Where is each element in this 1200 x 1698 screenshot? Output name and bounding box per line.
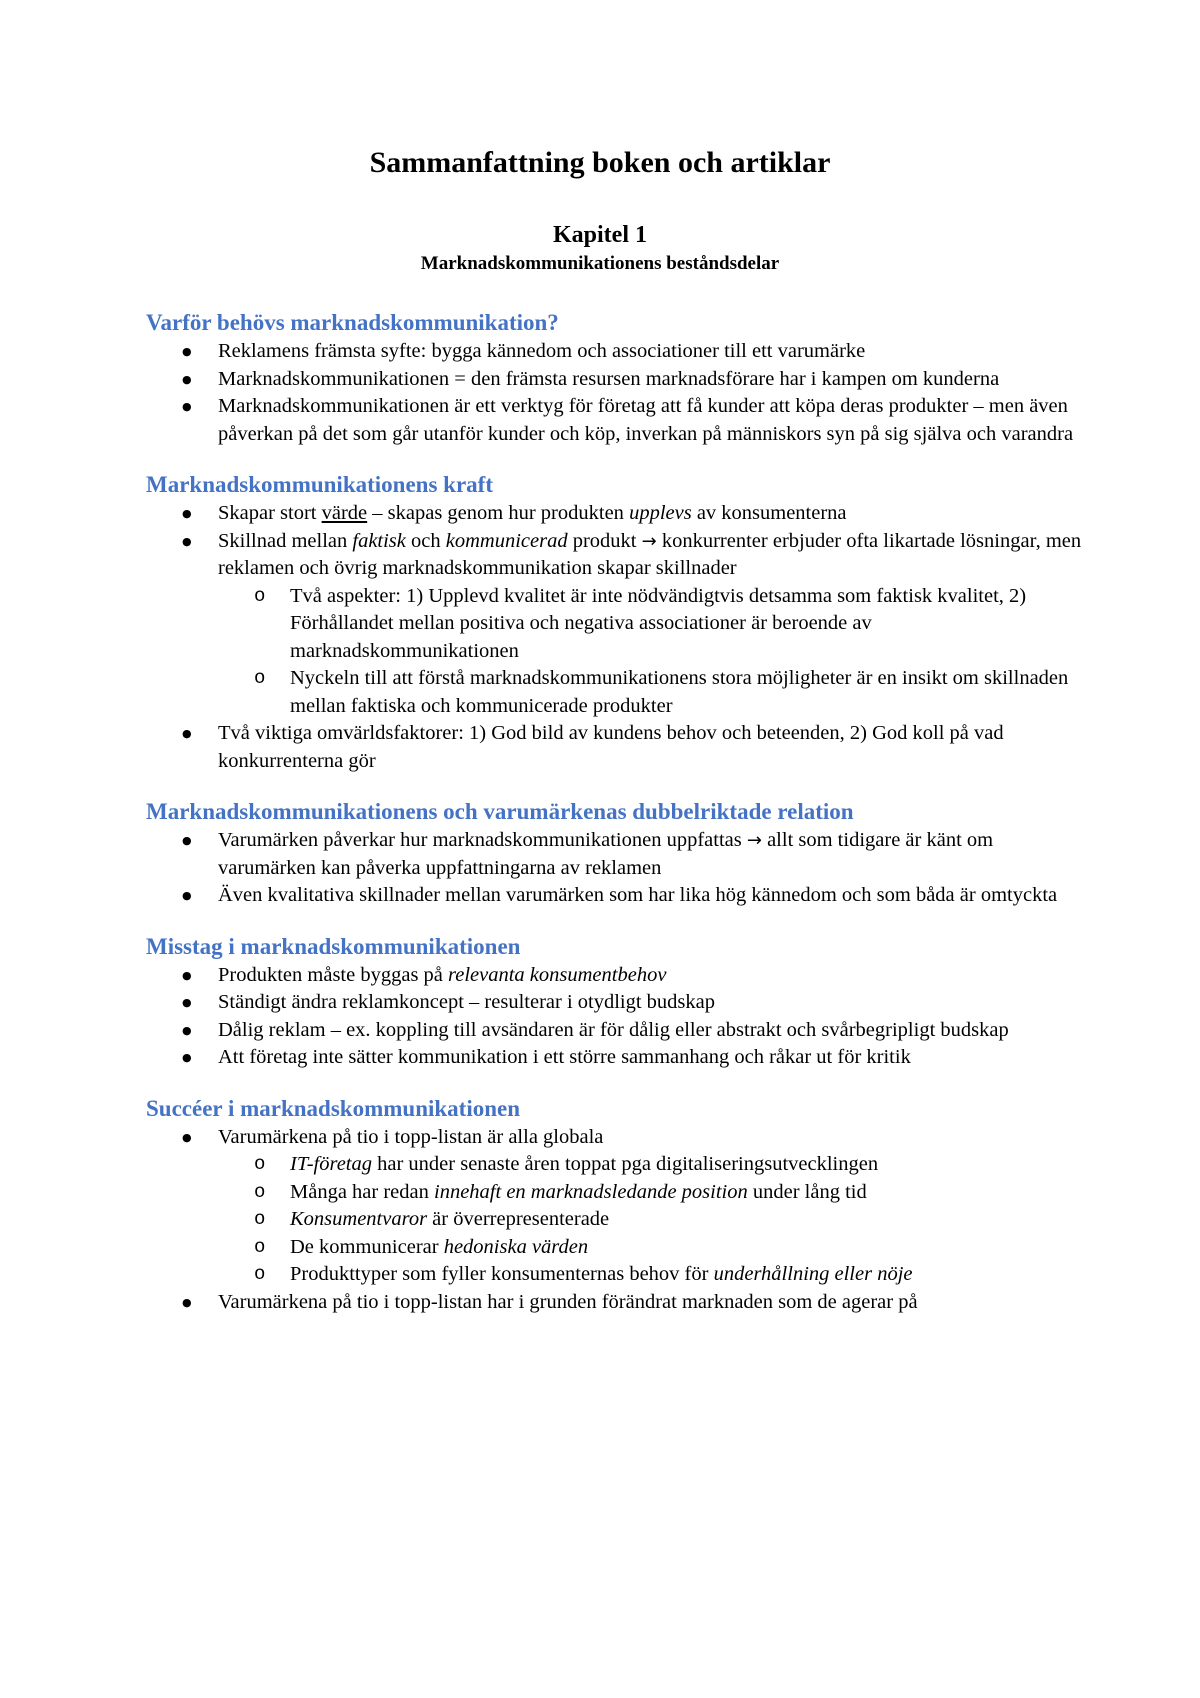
document-title: Sammanfattning boken och artiklar <box>369 146 831 179</box>
bullet-item <box>146 962 1086 990</box>
bullet-item: ● Marknadskommunikationen = den främsta resursen marknadsförare har i kampen om kunderna <box>146 366 1086 394</box>
sub-bullet-item: o Nyckeln till att förstå marknadskommunikationens stora möjligheter är en insikt om skillnaden mellan faktiska och kommunicerade produkter <box>218 665 1086 720</box>
text-run: är överrepresenterade <box>427 1208 610 1230</box>
arrow-right-icon: → <box>746 830 762 851</box>
chapter-subtitle: Marknadskommunikationens beståndsdelar <box>420 253 780 274</box>
italic-text: Konsumentvaror <box>290 1208 428 1230</box>
sub-bullet-item <box>218 1234 1086 1262</box>
bullet-list <box>146 500 1086 775</box>
text-run: under lång tid <box>747 1180 867 1203</box>
text-run: Produkten måste byggas på <box>218 963 449 986</box>
text-run: De kommunicerar <box>290 1235 444 1258</box>
sub-bullet-list <box>218 1151 1086 1289</box>
bullet-item: ● Ständigt ändra reklamkoncept – resulterar i otydligt budskap <box>146 989 1086 1017</box>
bullet-item: ● Reklamens främsta syfte: bygga kännedom och associationer till ett varumärke <box>146 338 1086 366</box>
section-mistakes <box>146 932 1086 1072</box>
text-run: av konsumenterna <box>691 502 847 524</box>
bullet-item: ● Dålig reklam – ex. koppling till avsändaren är för dålig eller abstrakt och svårbegripligt budskap <box>146 1017 1086 1045</box>
text-run: Skillnad mellan <box>218 529 353 552</box>
chapter-title: Kapitel 1 <box>553 222 647 248</box>
italic-text: hedoniska värden <box>443 1235 589 1258</box>
text-run: och <box>405 529 446 552</box>
section-heading: Marknadskommunikationens och varumärkenas dubbelriktade relation <box>146 799 854 824</box>
bullet-list <box>146 338 1086 448</box>
section-heading: Misstag i marknadskommunikationen <box>146 933 521 959</box>
document-body <box>146 308 1086 1338</box>
section-successes <box>146 1094 1086 1317</box>
sub-bullet-item <box>218 1151 1086 1179</box>
bullet-item <box>146 1124 1086 1289</box>
text-run: konkurrenter erbjuder ofta likartade lösningar, men reklamen och övrig marknadskommunikation skapar skillnader <box>218 529 1082 579</box>
section-heading: Varför behövs marknadskommunikation? <box>146 310 559 335</box>
text-run: produkt <box>567 529 642 552</box>
bullet-item: ● Även kvalitativa skillnader mellan varumärken som har lika hög kännedom och som båda är omtyckta <box>146 882 1086 910</box>
italic-text: upplevs <box>629 502 692 524</box>
bullet-list <box>146 827 1086 910</box>
italic-text: IT-företag <box>290 1153 372 1175</box>
text-run: Skapar stort <box>218 502 322 524</box>
bullet-item <box>146 528 1086 721</box>
italic-text: relevanta konsumentbehov <box>448 963 667 986</box>
arrow-right-icon: → <box>641 530 657 552</box>
section-why-marketing-communication <box>146 308 1086 448</box>
italic-text: kommunicerad <box>445 529 568 552</box>
section-heading: Marknadskommunikationens kraft <box>146 472 493 497</box>
bullet-item: ● Två viktiga omvärldsfaktorer: 1) God bild av kundens behov och beteenden, 2) God koll på vad konkurrenterna gör <box>146 720 1086 775</box>
text-run: – skapas genom hur produkten <box>367 502 630 524</box>
bullet-item: ● Varumärkena på tio i topp-listan har i grunden förändrat marknaden som de agerar på <box>146 1289 1086 1317</box>
text-run: har under senaste åren toppat pga digitaliseringsutvecklingen <box>372 1153 879 1175</box>
text-run: Produkttyper som fyller konsumenternas behov för <box>290 1263 714 1285</box>
sub-bullet-item <box>218 1179 1086 1207</box>
bullet-item: ● Marknadskommunikationen är ett verktyg för företag att få kunder att köpa deras produkter – men även påverkan på det som går utanför kunder och köp, inverkan på människors syn på sig själva och varandra <box>146 393 1086 448</box>
sub-bullet-item <box>218 1261 1086 1289</box>
bullet-item <box>146 827 1086 882</box>
sub-bullet-list <box>218 583 1086 721</box>
bullet-item <box>146 500 1086 528</box>
text-run: allt som tidigare är känt om varumärken kan påverka uppfattningarna av reklamen <box>218 829 994 879</box>
italic-text: faktisk <box>352 529 406 552</box>
text-run: Varumärken påverkar hur marknadskommunikationen uppfattas <box>218 829 747 851</box>
section-brand-relation <box>146 797 1086 910</box>
bullet-item: ● Att företag inte sätter kommunikation i ett större sammanhang och råkar ut för kritik <box>146 1044 1086 1072</box>
bullet-list <box>146 962 1086 1072</box>
text-run: Varumärkena på tio i topp-listan är alla globala <box>218 1125 604 1148</box>
italic-text: underhållning eller nöje <box>713 1263 913 1285</box>
italic-text: innehaft en marknadsledande position <box>434 1180 748 1203</box>
section-heading: Succéer i marknadskommunikationen <box>146 1095 521 1121</box>
sub-bullet-item: o Två aspekter: 1) Upplevd kvalitet är inte nödvändigtvis detsamma som faktisk kvalitet, 2) Förhållandet mellan positiva och negativa associationer är beroende av marknadskommunikationen <box>218 583 1086 666</box>
sub-bullet-item <box>218 1206 1086 1234</box>
bullet-list <box>146 1124 1086 1317</box>
section-marketing-communication-power <box>146 470 1086 775</box>
text-run: Många har redan <box>290 1180 435 1203</box>
underlined-text: värde <box>321 502 368 524</box>
